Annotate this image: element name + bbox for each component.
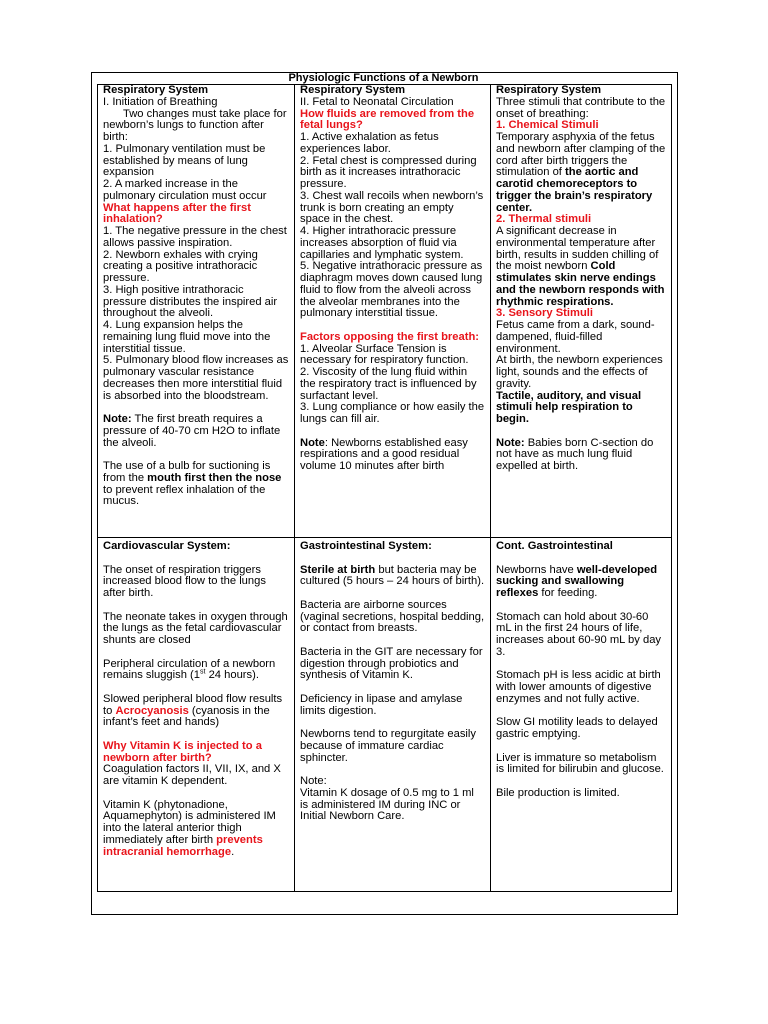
paragraph: Deficiency in lipase and amylase limits digestion. (300, 692, 463, 717)
paragraph: Newborns tend to regurgitate easily because of immature cardiac sphincter. (300, 728, 476, 764)
intro-text: Three stimuli that contribute to the onset of breathing: (496, 95, 666, 120)
stimulus-text: At birth, the newborn experiences light, sounds and the effects of gravity. (496, 354, 663, 390)
cell-gastrointestinal (295, 538, 491, 892)
list-item: 4. Lung expansion helps the remaining lung fluid move into the interstitial tissue. (103, 319, 271, 355)
text-span: 24 hours). (205, 669, 259, 682)
paragraph: Stomach can hold about 30-60 mL in the first 24 hours of life, increases about 60-90 mL by day 3. (496, 610, 662, 658)
subheading: I. Initiation of Breathing (103, 95, 218, 108)
list-item: 3. Chest wall recoils when newborn’s trunk is born creating an empty space in the chest. (300, 189, 484, 226)
bold-span: well-developed sucking and swallowing reflexes (496, 563, 658, 599)
list-item: 4. Higher intrathoracic pressure increases absorption of fluid via capillaries and lymphatic system. (300, 225, 464, 261)
text-span: Newborns have (496, 563, 577, 576)
highlight-term: Acrocyanosis (115, 704, 189, 717)
cell-heading: Respiratory System (300, 84, 406, 96)
list-item: 3. Lung compliance or how easily the lungs can fill air. (300, 401, 485, 425)
list-item: 1. Active exhalation as fetus experiences labor. (300, 131, 439, 155)
paragraph: Slow GI motility leads to delayed gastric emptying. (496, 716, 658, 740)
list-item: 2. Newborn exhales with crying creating a positive intrathoracic pressure. (103, 248, 258, 284)
cell-heading: Respiratory System (496, 84, 602, 96)
list-item: 1. Pulmonary ventilation must be established by means of lung expansion (103, 142, 266, 179)
intro-text: Two changes must take place for newborn’s lungs to function after birth: (103, 107, 287, 143)
document-title: Physiologic Functions of a Newborn (288, 72, 479, 84)
stimulus-heading: 3. Sensory Stimuli (496, 307, 593, 320)
bold-span: the aortic and carotid chemoreceptors to trigger the brain’s respiratory center. (496, 166, 653, 214)
list-item: 3. High positive intrathoracic pressure distributes the inspired air throughout the alveoli. (103, 283, 278, 320)
paragraph (103, 659, 289, 683)
bold-span: Cold stimulates skin nerve endings and the newborn responds with rhythmic respirations. (496, 260, 665, 308)
paragraph: Liver is immature so metabolism is limited for bilirubin and glucose. (496, 751, 664, 776)
list-item: 2. A marked increase in the pulmonary circulation must occur (103, 178, 267, 202)
note-paragraph (496, 438, 666, 473)
cell-heading: Respiratory System (103, 84, 209, 96)
cell-respiratory-initiation (98, 85, 295, 538)
text-span: (cyanosis in the infant’s feet and hands) (103, 704, 270, 729)
question-heading: How fluids are removed from the fetal lungs? (300, 107, 475, 132)
text-span: A significant decrease in environmental temperature after birth, results in sudden chilling of the moist newborn (496, 225, 659, 273)
note-label: Note: (103, 413, 132, 425)
bold-span: mouth first then the nose (147, 471, 282, 484)
paragraph: Coagulation factors II, VII, IX, and X are vitamin K dependent. (103, 763, 281, 787)
paragraph: Stomach pH is less acidic at birth with lower amounts of digestive enzymes and not fully active. (496, 669, 661, 705)
list-item: 5. Pulmonary blood flow increases as pulmonary vascular resistance decreases then more interstitial fluid is absorbed into the bloodstream. (103, 354, 289, 402)
paragraph: Bacteria in the GIT are necessary for digestion through probiotics and synthesis of Vitamin K. (300, 645, 483, 682)
factors-heading: Factors opposing the first breath: (300, 330, 480, 343)
stimulus-heading: 1. Chemical Stimuli (496, 119, 599, 132)
note-text: The first breath requires a pressure of 40-70 cm H2O to inflate the alveoli. (103, 413, 281, 449)
highlight-term: prevents intracranial hemorrhage (103, 833, 263, 858)
list-item: 1. The negative pressure in the chest allows passive inspiration. (103, 225, 287, 249)
list-item: 2. Viscosity of the lung fluid within the respiratory tract is influenced by surfactant level. (300, 366, 477, 402)
cell-fetal-neonatal-circulation (295, 85, 491, 538)
superscript: st (200, 668, 206, 676)
question-heading: Why Vitamin K is injected to a newborn after birth? (103, 739, 262, 764)
paragraph (300, 565, 485, 589)
paragraph: The neonate takes in oxygen through the lungs as the fetal cardiovascular shunts are closed (103, 610, 288, 646)
text-span: . (231, 845, 235, 858)
note-paragraph (103, 414, 289, 449)
paragraph (496, 565, 666, 600)
stimulus-text (496, 132, 666, 214)
stimulus-text (496, 226, 666, 308)
text-span: Peripheral circulation of a newborn remains sluggish (1 (103, 657, 276, 682)
paragraph: Bacteria are airborne sources (vaginal secretions, hospital bedding, or contact from breasts. (300, 598, 485, 635)
paragraph: The onset of respiration triggers increased blood flow to the lungs after birth. (103, 563, 266, 599)
note-label: Note (300, 436, 325, 449)
cell-heading: Cont. Gastrointestinal (496, 540, 613, 552)
text-span: to prevent reflex inhalation of the mucus. (103, 483, 266, 508)
cell-heading: Cardiovascular System: (103, 540, 231, 552)
bold-span: Tactile, auditory, and visual stimuli help respiration to begin. (496, 389, 642, 425)
paragraph (103, 800, 289, 859)
text-span: Temporary asphyxia of the fetus and newborn after clamping of the cord after birth triggers the stimulation of (496, 131, 666, 179)
note-label: Note: (300, 775, 327, 787)
note-paragraph (300, 438, 485, 473)
cell-heading: Gastrointestinal System: (300, 540, 432, 552)
note-text: Babies born C-section do not have as much lung fluid expelled at birth. (496, 436, 654, 472)
list-item: 1. Alveolar Surface Tension is necessary for respiratory function. (300, 342, 469, 367)
cell-gastrointestinal-cont (491, 538, 672, 892)
text-span: Slowed peripheral blood flow results to (103, 692, 283, 717)
content-table (97, 84, 672, 892)
bulb-paragraph (103, 461, 289, 508)
note-text: Vitamin K dosage of 0.5 mg to 1 ml is administered IM during INC or Initial Newborn Care. (300, 786, 474, 823)
question-heading: What happens after the first inhalation? (103, 201, 251, 226)
cell-cardiovascular (98, 538, 295, 892)
text-span: for feeding. (538, 587, 598, 599)
list-item: 2. Fetal chest is compressed during birth as it increases intrathoracic pressure. (300, 154, 477, 190)
subheading: II. Fetal to Neonatal Circulation (300, 95, 454, 108)
paragraph (103, 694, 289, 729)
stimulus-text: Fetus came from a dark, sound-dampened, fluid-filled environment. (496, 319, 655, 355)
note-text: : Newborns established easy respirations and a good residual volume 10 minutes after birth (300, 436, 468, 472)
text-span: Vitamin K (phytonadione, Aquamephyton) is administered IM into the lateral anterior thigh immediately after birth (103, 798, 276, 846)
text-span: The use of a bulb for suctioning is from the (103, 460, 271, 484)
text-span: but bacteria may be cultured (5 hours – 24 hours of birth). (300, 563, 485, 588)
bold-span: Sterile at birth (300, 563, 376, 576)
list-item: 5. Negative intrathoracic pressure as diaphragm moves down caused lung fluid to flow from the alveoli across the alveolar membranes into the pulmonary interstitial tissue. (300, 260, 483, 320)
paragraph: Bile production is limited. (496, 786, 620, 799)
cell-breathing-stimuli (491, 85, 672, 538)
note-label: Note: (496, 436, 525, 449)
stimulus-heading: 2. Thermal stimuli (496, 213, 592, 226)
